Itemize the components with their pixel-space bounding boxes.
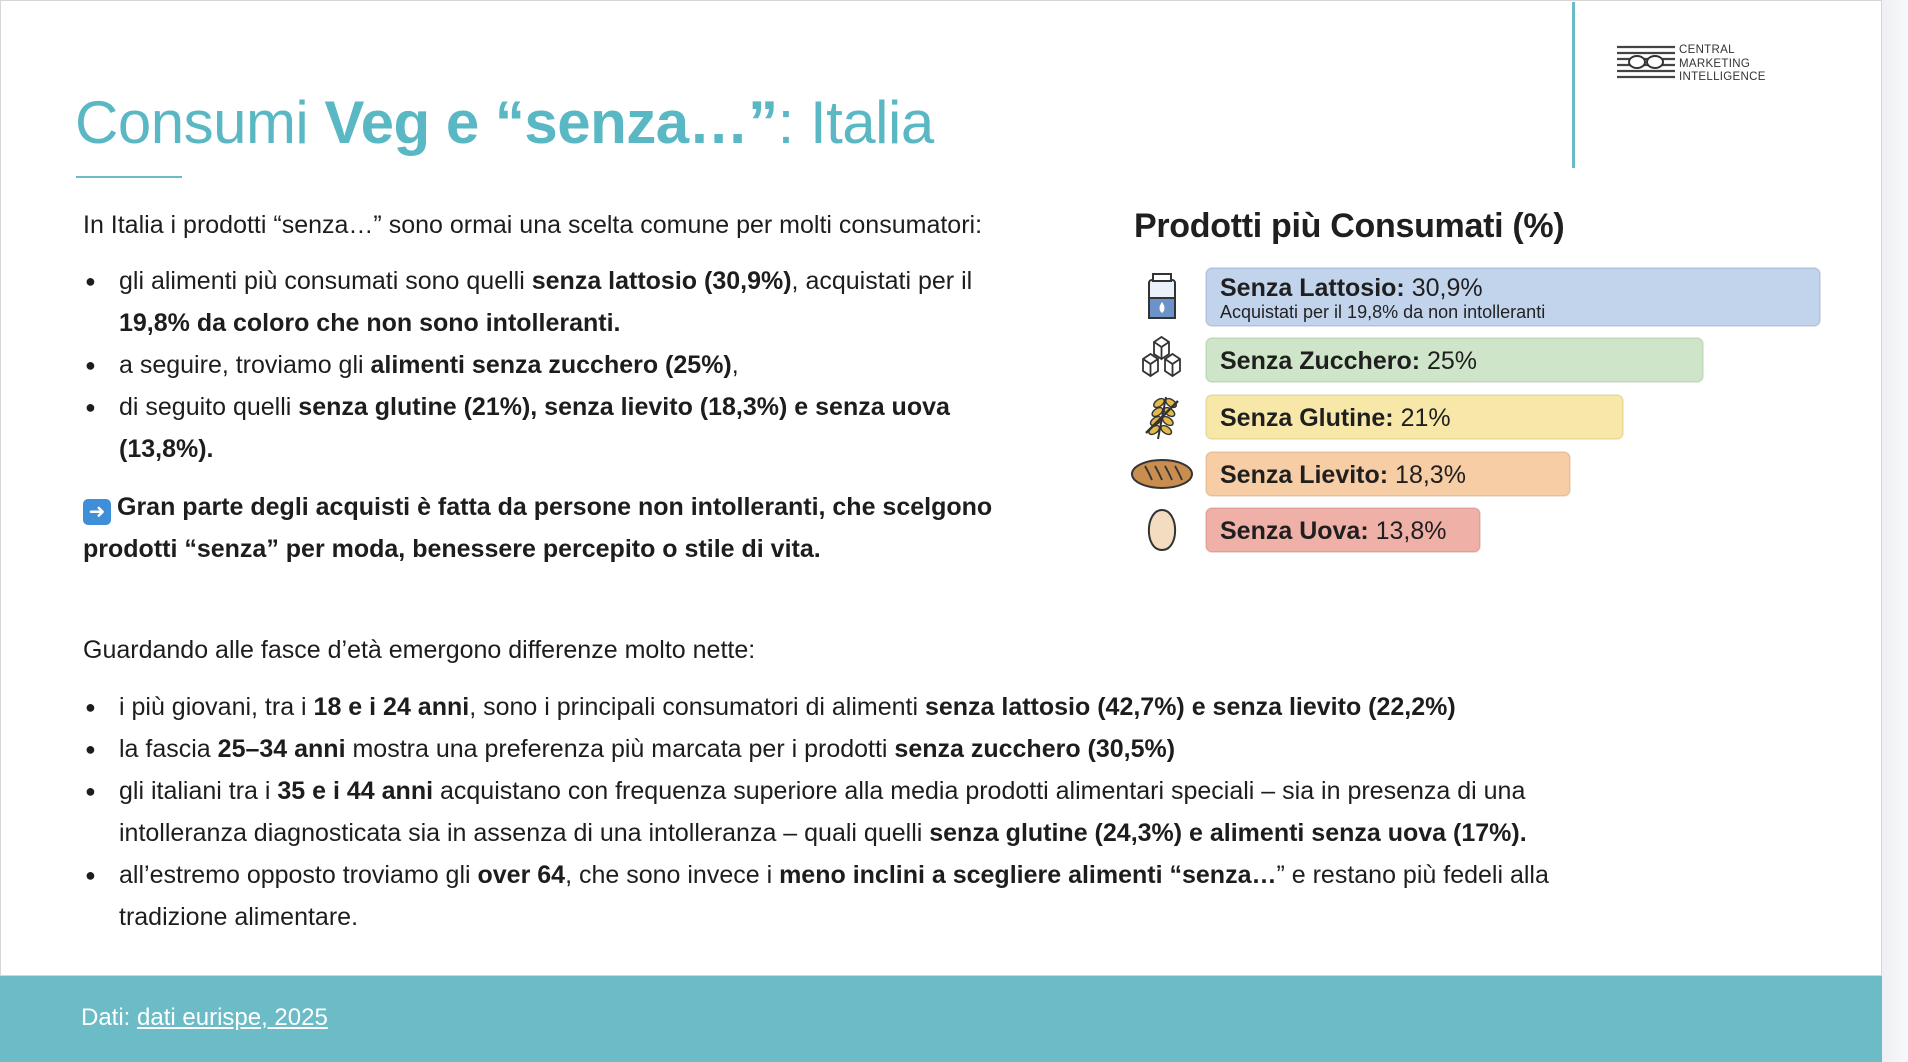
bar-category-label: Senza Uova: xyxy=(1220,517,1376,545)
bar-category-label: Senza Lattosio: xyxy=(1220,274,1412,302)
footer-prefix: Dati: xyxy=(81,1004,138,1031)
chart-title: Prodotti più Consumati (%) xyxy=(1134,207,1565,245)
header-divider xyxy=(1572,2,1575,168)
bar-category-label: Senza Glutine: xyxy=(1220,404,1401,432)
logo-line-2: MARKETING xyxy=(1679,57,1751,70)
page-title xyxy=(75,88,934,158)
title-underline xyxy=(76,176,182,178)
age-bullet-list xyxy=(83,686,1783,938)
bar-value-label: 30,9% xyxy=(1411,274,1483,302)
title-part-1: Consumi xyxy=(75,89,325,156)
egg-icon xyxy=(1149,510,1175,550)
right-shade xyxy=(1882,0,1908,1062)
highlight-line-2: prodotti “senza” per moda, benessere percepito o stile di vita. xyxy=(83,535,821,563)
milk-carton-icon xyxy=(1149,274,1175,318)
products-bullet-list xyxy=(83,260,1063,470)
list-item: ● gli italiani tra i 35 e i 44 anni acquistano con frequenza superiore alla media prodotti alimentari speciali – sia in presenza di una intolleranza diagnosticata sia in assenza di una intolleranza – quali quelli senza glutine (24,3%) e alimenti senza uova (17%). xyxy=(83,770,1783,854)
arrow-right-icon: ➜ xyxy=(83,499,111,525)
logo-text xyxy=(1679,44,1766,85)
company-logo xyxy=(1615,44,1775,86)
bar-value-label: 21% xyxy=(1400,404,1451,432)
logo-mark-icon xyxy=(1615,44,1677,84)
list-item: ● a seguire, troviamo gli alimenti senza zucchero (25%), xyxy=(83,344,1063,386)
bar-label xyxy=(1220,274,1483,302)
list-item: ● gli alimenti più consumati sono quelli senza lattosio (30,9%), acquistati per il 19,8% da coloro che non sono intolleranti. xyxy=(83,260,1063,344)
list-item: ● la fascia 25–34 anni mostra una preferenza più marcata per i prodotti senza zucchero (30,5%) xyxy=(83,728,1783,770)
bar-category-label: Senza Lievito: xyxy=(1220,461,1396,489)
bar-label xyxy=(1220,347,1477,375)
ages-intro-text: Guardando alle fasce d’età emergono differenze molto nette: xyxy=(83,636,756,664)
highlight-line-1: ➜ Gran parte degli acquisti è fatta da persone non intolleranti, che scelgono xyxy=(83,486,992,528)
bar-annotation: Acquistati per il 19,8% da non intolleranti xyxy=(1220,302,1546,322)
sugar-cubes-icon xyxy=(1143,337,1180,376)
footer-source xyxy=(81,1004,328,1032)
list-item: ● i più giovani, tra i 18 e i 24 anni, sono i principali consumatori di alimenti senza lattosio (42,7%) e senza lievito (22,2%) xyxy=(83,686,1783,728)
logo-line-3: INTELLIGENCE xyxy=(1679,71,1766,83)
bar-value-label: 18,3% xyxy=(1395,461,1466,489)
wheat-icon xyxy=(1146,397,1178,439)
list-item: ● all’estremo opposto troviamo gli over 64, che sono invece i meno inclini a scegliere alimenti “senza…” e restano più fedeli alla tradizione alimentare. xyxy=(83,854,1783,938)
bar-label xyxy=(1220,517,1447,545)
intro-text: In Italia i prodotti “senza…” sono ormai una scelta comune per molti consumatori: xyxy=(83,211,983,239)
bar-label xyxy=(1220,461,1466,489)
bar-label xyxy=(1220,404,1451,432)
bar-value-label: 13,8% xyxy=(1375,517,1447,545)
logo-line-1: CENTRAL xyxy=(1679,44,1735,56)
bar-chart xyxy=(1130,256,1830,566)
list-item: ● di seguito quelli senza glutine (21%), senza lievito (18,3%) e senza uova (13,8%). xyxy=(83,386,1019,470)
bar-category-label: Senza Zucchero: xyxy=(1220,347,1427,375)
bar-value-label: 25% xyxy=(1427,347,1478,375)
title-part-2: Veg e “senza…” xyxy=(324,89,778,156)
source-link[interactable]: dati eurispe, 2025 xyxy=(137,1004,328,1031)
bread-icon xyxy=(1132,460,1192,488)
title-part-3: : Italia xyxy=(777,89,934,156)
